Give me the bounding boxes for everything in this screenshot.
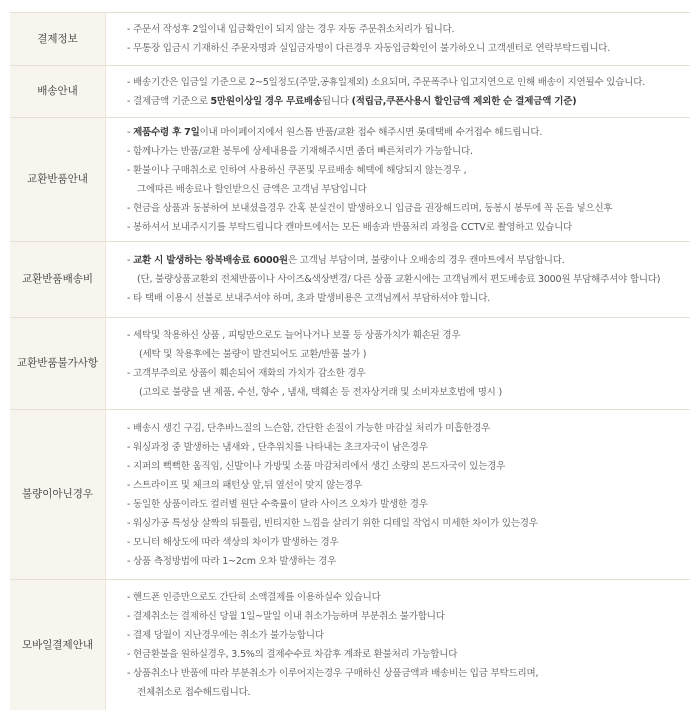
section-heading: 결제정보 xyxy=(10,13,106,65)
notice-line: - 주문서 작성후 2일이내 입금확인이 되지 않는 경우 자동 주문취소처리가 됩니다. xyxy=(127,24,455,35)
section-body xyxy=(106,318,690,409)
section-mobile-payment xyxy=(10,580,690,710)
section-heading: 교환반품 배송비 xyxy=(10,242,106,317)
notice-line: - 상품 측정방법에 따라 1~2cm 오차 발생하는 경우 xyxy=(127,555,337,567)
section-heading: 교환반품 불가사항 xyxy=(10,318,106,409)
notice-line: 전체취소로 접수해드립니다. xyxy=(137,687,251,698)
notice-line: (단, 불량상품교환외 전체반품이나 사이즈&색상변경/ 다른 상품 교환시에는 고객님께서 편도배송료 3000원 부담해주셔야 합니다) xyxy=(137,274,661,285)
notice-line: - 현금환불을 원하실경우, 3.5%의 결제수수료 차감후 계좌로 환불처리 가능합니다 xyxy=(127,649,458,660)
notice-line: - 스트라이프 및 체크의 패턴상 앞,뒤 옆선이 맞지 않는경우 xyxy=(127,479,363,491)
notice-line: - 워싱과정 중 발생하는 냄새와 , 단추위치를 나타내는 초크자국이 남은경우 xyxy=(127,441,428,453)
section-body xyxy=(106,242,690,317)
section-heading: 배송안내 xyxy=(10,66,106,117)
section-body xyxy=(106,66,690,117)
section-body xyxy=(106,410,690,579)
notice-line: - 무통장 입금시 기재하신 주문자명과 실입금자명이 다른경우 자동입금확인이 불가하오니 고객센터로 연락부탁드립니다. xyxy=(127,43,611,54)
notice-line: - 현금을 상품과 동봉하여 보내셨을경우 간혹 분실건이 발생하오니 입금을 권장해드리며, 동봉시 봉투에 꼭 돈을 넣으신후 xyxy=(127,202,613,214)
notice-line: - 결제금액 기준으로 5만원이상일 경우 무료배송됩니다 (적립금,쿠폰사용시 할인금액 제외한 순 결제금액 기준) xyxy=(127,95,577,107)
notice-line: - 배송시 생긴 구김, 단추바느질의 느슨함, 간단한 손질이 가능한 마감실 처리가 미흡한경우 xyxy=(127,422,491,434)
section-body xyxy=(106,13,690,65)
notice-line: 그에따른 배송료나 할인받으신 금액은 고객님 부담입니다 xyxy=(137,183,367,195)
notice-line: - 제품수령 후 7일이내 마이페이지에서 원스톱 반품/교환 접수 해주시면 롯데택배 수거접수 해드립니다. xyxy=(127,126,543,138)
section-not-defect xyxy=(10,410,690,580)
section-body xyxy=(106,118,690,241)
notice-line: - 봉하셔서 보내주시기를 부탁드립니다 캔마트에서는 모든 배송과 반품처리 과정을 CCTV로 촬영하고 있습니다 xyxy=(127,221,573,233)
section-heading: 불량이 아닌경우 xyxy=(10,410,106,579)
notice-line: - 지퍼의 뻑뻑한 움직임, 신발이나 가방및 소품 마감처리에서 생긴 소량의 본드자국이 있는경우 xyxy=(127,460,506,472)
notice-line: - 상품취소나 반품에 따라 부분취소가 이루어지는경우 구매하신 상품금액과 배송비는 입금 부탁드리며, xyxy=(127,668,539,679)
notice-line: - 교환 시 발생하는 왕복배송료 6000원은 고객님 부담이며, 불량이나 오배송의 경우 캔마트에서 부담합니다. xyxy=(127,255,565,266)
notice-line: - 동일한 상품이라도 컬러별 원단 수축률이 달라 사이즈 오차가 발생한 경우 xyxy=(127,498,428,510)
notice-line: - 결제 당월이 지난경우에는 취소가 불가능합니다 xyxy=(127,630,324,641)
section-body xyxy=(106,580,690,710)
notice-line: - 배송기간은 입금일 기준으로 2~5일정도(주말,공휴일제외) 소요되며, 주문폭주나 입고지연으로 인해 배송이 지연될수 있습니다. xyxy=(127,76,646,88)
section-payment xyxy=(10,12,690,66)
notice-line: - 워싱가공 특성상 살짝의 뒤틀림, 빈티지한 느낌을 살리기 위한 디테일 작업시 미세한 차이가 있는경우 xyxy=(127,517,538,529)
notice-line: - 모니터 해상도에 따라 색상의 차이가 발생하는 경우 xyxy=(127,536,339,548)
notice-line: (고의로 불량을 낸 제품, 수선, 향수 , 냄새, 택훼손 등 전자상거래 및 소비자보호법에 명시 ) xyxy=(139,386,502,398)
section-heading: 교환반품안내 xyxy=(10,118,106,241)
section-heading: 모바일결제 안내 xyxy=(10,580,106,710)
section-exchange-fee xyxy=(10,242,690,318)
notice-line: - 함께나가는 반품/교환 봉투에 상세내용을 기재해주시면 좀더 빠른처리가 가능합니다. xyxy=(127,145,473,157)
section-no-return xyxy=(10,318,690,410)
notice-line: - 세탁및 착용하신 상품 , 피팅만으로도 늘어나거나 보풀 등 상품가치가 훼손된 경우 xyxy=(127,329,461,341)
section-exchange-guide xyxy=(10,118,690,242)
section-delivery xyxy=(10,66,690,118)
notice-line: - 환불이나 구매취소로 인하여 사용하신 쿠폰및 무료배송 혜택에 해당되지 않는경우 , xyxy=(127,164,467,176)
notice-line: (세탁 및 착용후에는 불량이 발견되어도 교환/반품 불가 ) xyxy=(139,348,367,360)
notice-line: - 핸드폰 인증만으로도 간단히 소액결제를 이용하실수 있습니다 xyxy=(127,592,381,603)
policy-table xyxy=(10,12,690,710)
notice-line: - 타 택배 이용시 선불로 보내주셔야 하며, 초과 발생비용은 고객님께서 부담하셔야 합니다. xyxy=(127,293,491,304)
notice-line: - 고객부주의로 상품이 훼손되어 재화의 가치가 감소한 경우 xyxy=(127,367,366,379)
notice-line: - 결제취소는 결제하신 당월 1일~말일 이내 취소가능하며 부분취소 불가합니다 xyxy=(127,611,445,622)
